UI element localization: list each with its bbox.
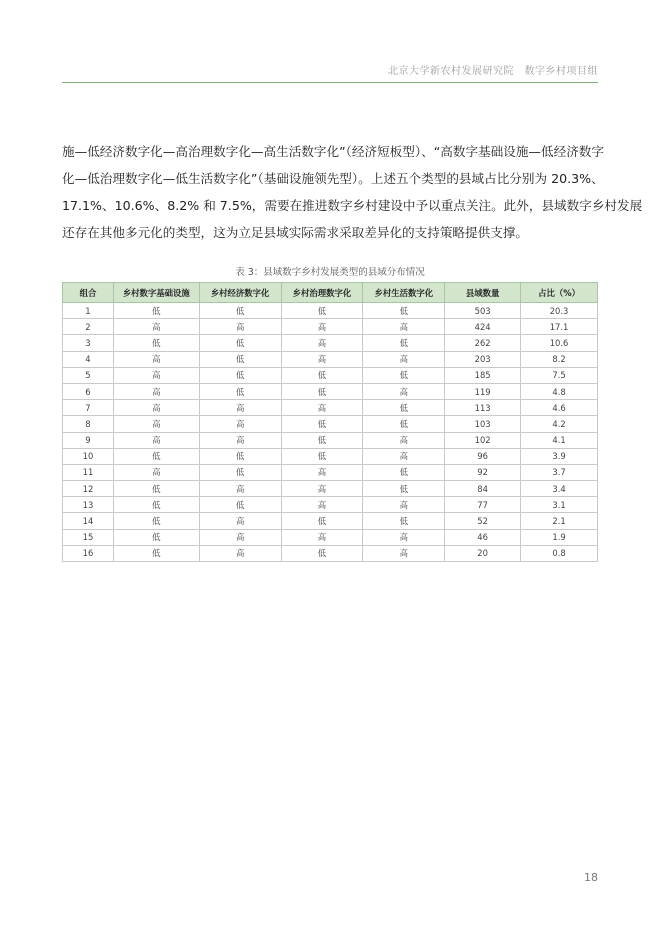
table-row (63, 383, 598, 399)
table-cell: 低 (199, 351, 281, 367)
table-cell: 77 (445, 497, 521, 513)
table-cell: 503 (445, 303, 521, 319)
page-number: 18 (584, 871, 598, 884)
column-header: 乡村生活数字化 (363, 283, 445, 303)
table-cell: 高 (113, 400, 199, 416)
table-cell: 4.2 (521, 416, 598, 432)
table-cell: 低 (363, 513, 445, 529)
table-cell: 424 (445, 319, 521, 335)
column-header: 县域数量 (445, 283, 521, 303)
table-cell: 低 (113, 545, 199, 561)
table-cell: 8 (63, 416, 114, 432)
table-cell: 高 (113, 416, 199, 432)
table-row (63, 481, 598, 497)
table-cell: 低 (199, 497, 281, 513)
table-cell: 低 (281, 448, 363, 464)
table-cell: 低 (199, 367, 281, 383)
table-body (63, 303, 598, 562)
table-cell: 2.1 (521, 513, 598, 529)
table-cell: 0.8 (521, 545, 598, 561)
table-row (63, 416, 598, 432)
table-cell: 4.1 (521, 432, 598, 448)
table-row (63, 351, 598, 367)
table-cell: 12 (63, 481, 114, 497)
table-cell: 低 (363, 303, 445, 319)
table-cell: 7 (63, 400, 114, 416)
table-cell: 高 (363, 529, 445, 545)
table-row (63, 545, 598, 561)
table-row (63, 432, 598, 448)
table-cell: 低 (113, 448, 199, 464)
body-line: 化—低治理数字化—低生活数字化”（基础设施领先型）。上述五个类型的县域占比分别为 20.3%、 (62, 171, 604, 186)
table-cell: 高 (363, 448, 445, 464)
table-cell: 低 (113, 513, 199, 529)
column-header: 组合 (63, 283, 114, 303)
table-cell: 262 (445, 335, 521, 351)
table-cell: 高 (113, 319, 199, 335)
table-cell: 6 (63, 383, 114, 399)
table-cell: 高 (363, 497, 445, 513)
table-cell: 96 (445, 448, 521, 464)
table-cell: 高 (363, 383, 445, 399)
column-header: 乡村经济数字化 (199, 283, 281, 303)
table-cell: 103 (445, 416, 521, 432)
table-cell: 15 (63, 529, 114, 545)
table-row (63, 335, 598, 351)
table-cell: 3.4 (521, 481, 598, 497)
running-header: 北京大学新农村发展研究院 数字乡村项目组 (388, 66, 598, 77)
table-cell: 低 (363, 416, 445, 432)
table-cell: 11 (63, 464, 114, 480)
table-cell: 高 (199, 513, 281, 529)
table-cell: 20.3 (521, 303, 598, 319)
table-cell: 17.1 (521, 319, 598, 335)
table-row (63, 497, 598, 513)
table-cell: 高 (113, 367, 199, 383)
table-cell: 低 (113, 481, 199, 497)
table-cell: 低 (113, 497, 199, 513)
table-cell: 5 (63, 367, 114, 383)
table-cell: 高 (363, 432, 445, 448)
table-cell: 高 (363, 545, 445, 561)
body-paragraph (62, 138, 643, 246)
table-cell: 9 (63, 432, 114, 448)
table-cell: 高 (199, 400, 281, 416)
table-cell: 高 (281, 335, 363, 351)
table-cell: 203 (445, 351, 521, 367)
table-cell: 高 (281, 319, 363, 335)
table-cell: 低 (281, 545, 363, 561)
table-cell: 低 (281, 303, 363, 319)
table-cell: 3.7 (521, 464, 598, 480)
table-cell: 185 (445, 367, 521, 383)
table-cell: 低 (113, 529, 199, 545)
table-cell: 高 (113, 383, 199, 399)
table-cell: 46 (445, 529, 521, 545)
table-cell: 低 (281, 432, 363, 448)
table-cell: 7.5 (521, 367, 598, 383)
body-line: 17.1%、10.6%、8.2% 和 7.5%，需要在推进数字乡村建设中予以重点关注。此外，县域数字乡村发展 (62, 198, 643, 213)
table-cell: 高 (363, 351, 445, 367)
table-cell: 高 (113, 432, 199, 448)
table-cell: 高 (199, 319, 281, 335)
table-cell: 高 (281, 497, 363, 513)
table-cell: 20 (445, 545, 521, 561)
table-cell: 低 (363, 335, 445, 351)
table-cell: 高 (113, 351, 199, 367)
table-row (63, 367, 598, 383)
table-cell: 113 (445, 400, 521, 416)
table-cell: 高 (363, 319, 445, 335)
table-row (63, 529, 598, 545)
table-cell: 低 (199, 303, 281, 319)
table-cell: 低 (281, 416, 363, 432)
table-cell: 2 (63, 319, 114, 335)
column-header: 乡村数字基础设施 (113, 283, 199, 303)
body-line: 还存在其他多元化的类型，这为立足县域实际需求采取差异化的支持策略提供支撑。 (62, 225, 528, 240)
table-cell: 低 (199, 383, 281, 399)
table-cell: 3.1 (521, 497, 598, 513)
table-cell: 10.6 (521, 335, 598, 351)
table-cell: 10 (63, 448, 114, 464)
table-cell: 低 (363, 400, 445, 416)
table-cell: 高 (281, 400, 363, 416)
table-cell: 低 (199, 335, 281, 351)
table-cell: 92 (445, 464, 521, 480)
table-cell: 高 (281, 481, 363, 497)
header-divider (62, 82, 598, 83)
table-cell: 16 (63, 545, 114, 561)
table-cell: 4.6 (521, 400, 598, 416)
table-cell: 高 (281, 464, 363, 480)
column-header: 占比（%） (521, 283, 598, 303)
table-cell: 119 (445, 383, 521, 399)
table-cell: 84 (445, 481, 521, 497)
table-cell: 3.9 (521, 448, 598, 464)
table-row (63, 513, 598, 529)
table-row (63, 303, 598, 319)
table-cell: 低 (199, 448, 281, 464)
body-line: 施—低经济数字化—高治理数字化—高生活数字化”（经济短板型）、“高数字基础设施—低经济数字 (62, 144, 604, 159)
column-header: 乡村治理数字化 (281, 283, 363, 303)
table-cell: 高 (199, 416, 281, 432)
table-cell: 低 (113, 303, 199, 319)
table-cell: 低 (281, 383, 363, 399)
table-cell: 高 (281, 529, 363, 545)
table-cell: 高 (281, 351, 363, 367)
county-type-table (62, 282, 598, 562)
table-caption: 表 3：县域数字乡村发展类型的县域分布情况 (235, 267, 425, 278)
table-cell: 高 (199, 432, 281, 448)
table-cell: 低 (281, 513, 363, 529)
table-cell: 高 (199, 481, 281, 497)
table-cell: 4.8 (521, 383, 598, 399)
table-cell: 低 (281, 367, 363, 383)
table-row (63, 448, 598, 464)
table-cell: 低 (363, 367, 445, 383)
table-cell: 高 (199, 529, 281, 545)
table-cell: 低 (363, 481, 445, 497)
table-cell: 4 (63, 351, 114, 367)
table-row (63, 464, 598, 480)
table-cell: 高 (199, 545, 281, 561)
table-cell: 1 (63, 303, 114, 319)
table-cell: 3 (63, 335, 114, 351)
table-cell: 低 (199, 464, 281, 480)
table-cell: 52 (445, 513, 521, 529)
table-header-row (63, 283, 598, 303)
table-row (63, 319, 598, 335)
table-row (63, 400, 598, 416)
table-cell: 14 (63, 513, 114, 529)
table-cell: 高 (113, 464, 199, 480)
table-cell: 102 (445, 432, 521, 448)
table-cell: 1.9 (521, 529, 598, 545)
table-cell: 低 (113, 335, 199, 351)
table-cell: 8.2 (521, 351, 598, 367)
table-cell: 13 (63, 497, 114, 513)
table-cell: 低 (363, 464, 445, 480)
